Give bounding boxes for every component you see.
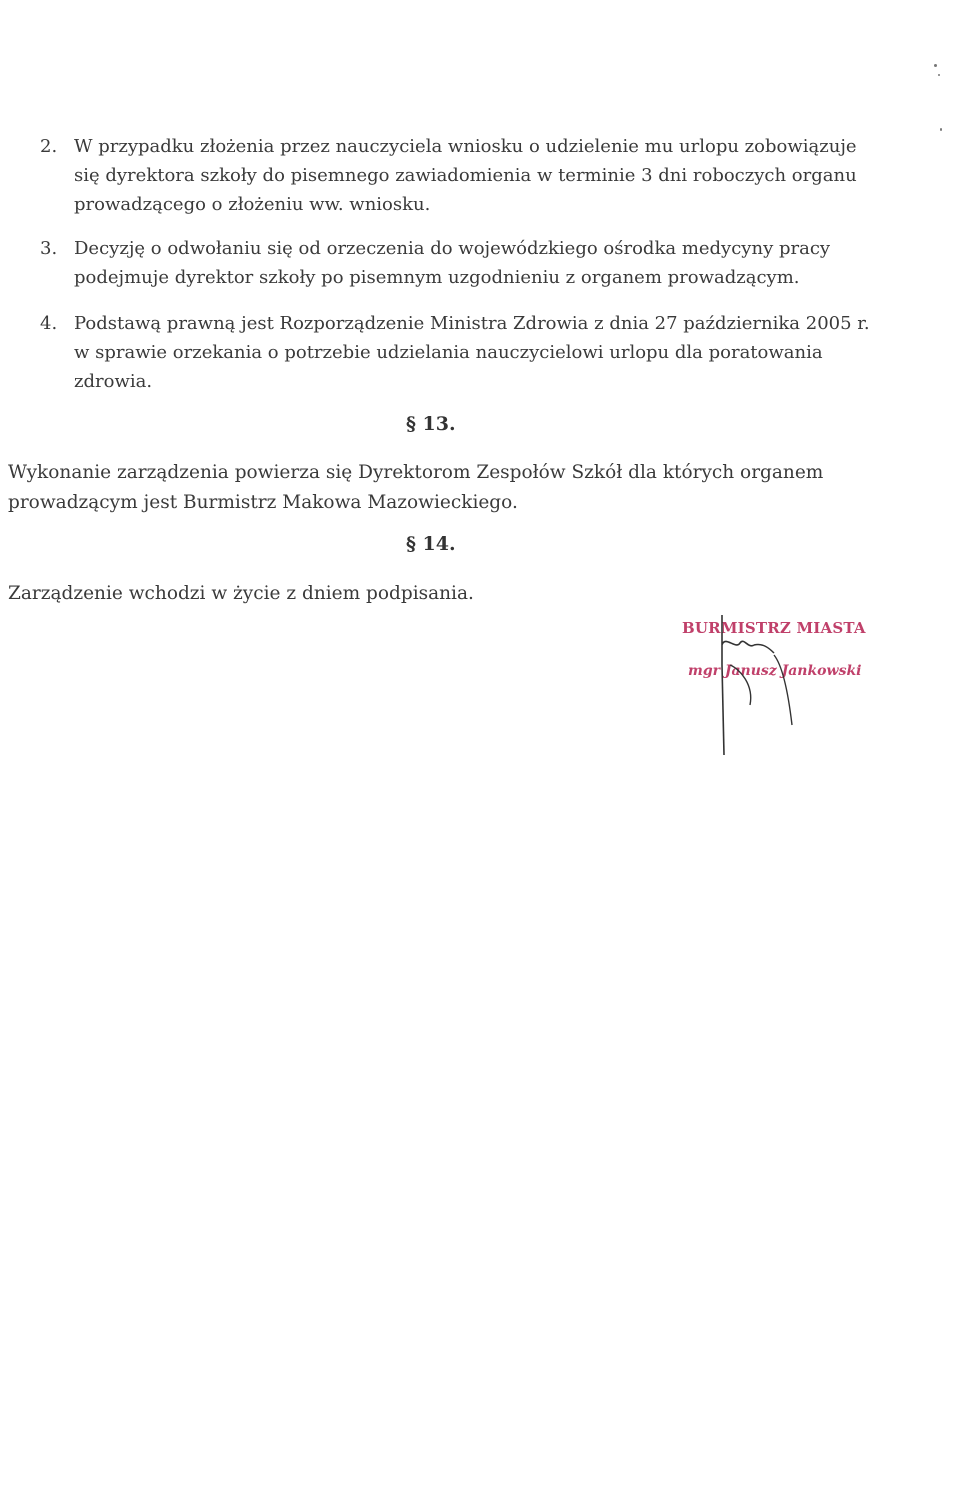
item-line: prowadzącego o złożeniu ww. wniosku. xyxy=(74,194,431,215)
item-line: Decyzję o odwołaniu się od orzeczenia do wojewódzkiego ośrodka medycyny pracy xyxy=(74,238,831,259)
item-number: 3. xyxy=(40,238,58,259)
item-line: zdrowia. xyxy=(74,371,153,392)
stamp-name: mgr Janusz Jankowski xyxy=(688,663,862,679)
item-text xyxy=(74,309,870,396)
item-line: się dyrektora szkoły do pisemnego zawiadomienia w terminie 3 dni roboczych organu xyxy=(74,165,857,186)
list-item-2 xyxy=(40,132,857,219)
item-line: podejmuje dyrektor szkoły po pisemnym uzgodnieniu z organem prowadzącym. xyxy=(74,267,800,288)
scan-speck xyxy=(934,64,937,67)
section-heading-14: § 14. xyxy=(406,533,456,555)
item-text xyxy=(74,132,857,219)
scan-speck xyxy=(938,74,940,76)
mayor-stamp xyxy=(670,605,890,775)
item-text xyxy=(74,234,840,292)
paragraph-line: Wykonanie zarządzenia powierza się Dyrektorom Zespołów Szkół dla których organem xyxy=(8,462,824,483)
item-number: 4. xyxy=(40,313,58,334)
paragraph-line: Zarządzenie wchodzi w życie z dniem podpisania. xyxy=(8,583,474,604)
item-line: Podstawą prawną jest Rozporządzenie Ministra Zdrowia z dnia 27 października 2005 r. xyxy=(74,313,870,334)
paragraph-line: prowadzącym jest Burmistrz Makowa Mazowieckiego. xyxy=(8,492,518,513)
scan-speck xyxy=(940,128,942,131)
list-item-3 xyxy=(40,234,840,292)
item-number: 2. xyxy=(40,136,58,157)
stamp-title: BURMISTRZ MIASTA xyxy=(682,619,866,637)
section-heading-13: § 13. xyxy=(406,413,456,435)
handwritten-signature xyxy=(670,605,890,775)
list-item-4 xyxy=(40,309,870,396)
item-line: W przypadku złożenia przez nauczyciela wniosku o udzielenie mu urlopu zobowiązuje xyxy=(74,136,857,157)
item-line: w sprawie orzekania o potrzebie udzielania nauczycielowi urlopu dla poratowania xyxy=(74,342,823,363)
section-13-paragraph xyxy=(8,458,908,518)
